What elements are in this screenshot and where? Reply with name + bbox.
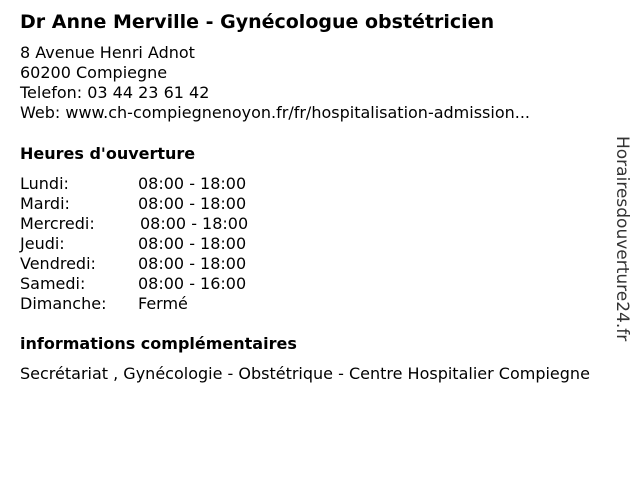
page-title: Dr Anne Merville - Gynécologue obstétricien (20, 11, 495, 33)
day-label: Dimanche: (20, 294, 107, 313)
city-postcode: 60200 Compiegne (20, 63, 168, 82)
time-range: 08:00 - 18:00 (138, 234, 247, 253)
day-label: Jeudi: (20, 234, 65, 253)
opening-hours-table (20, 174, 320, 314)
day-label: Mardi: (20, 194, 70, 213)
day-label: Vendredi: (20, 254, 96, 273)
time-range: 08:00 - 18:00 (138, 254, 247, 273)
hours-row-wednesday (20, 214, 320, 234)
day-label: Samedi: (20, 274, 86, 293)
info-text: Secrétariat , Gynécologie - Obstétrique - Centre Hospitalier Compiegne (20, 364, 590, 383)
address-block (20, 43, 530, 123)
hours-row-friday (20, 254, 320, 274)
website-link[interactable]: Web: www.ch-compiegnenoyon.fr/fr/hospitalisation-admission... (20, 103, 531, 122)
day-label: Lundi: (20, 174, 69, 193)
hours-row-saturday (20, 274, 320, 294)
time-range: 08:00 - 18:00 (138, 194, 247, 213)
phone-number[interactable]: Telefon: 03 44 23 61 42 (20, 83, 210, 102)
info-heading: informations complémentaires (20, 334, 297, 353)
time-range: Fermé (138, 294, 188, 313)
hours-row-monday (20, 174, 320, 194)
hours-row-sunday (20, 294, 320, 314)
day-label: Mercredi: (20, 214, 95, 233)
time-range: 08:00 - 18:00 (138, 174, 247, 193)
time-range: 08:00 - 18:00 (140, 214, 249, 233)
watermark-text: Horairesdouverture24.fr (612, 136, 632, 342)
hours-heading: Heures d'ouverture (20, 144, 196, 163)
time-range: 08:00 - 16:00 (138, 274, 247, 293)
hours-row-tuesday (20, 194, 320, 214)
hours-row-thursday (20, 234, 320, 254)
street-address: 8 Avenue Henri Adnot (20, 43, 195, 62)
site-watermark (612, 134, 632, 344)
